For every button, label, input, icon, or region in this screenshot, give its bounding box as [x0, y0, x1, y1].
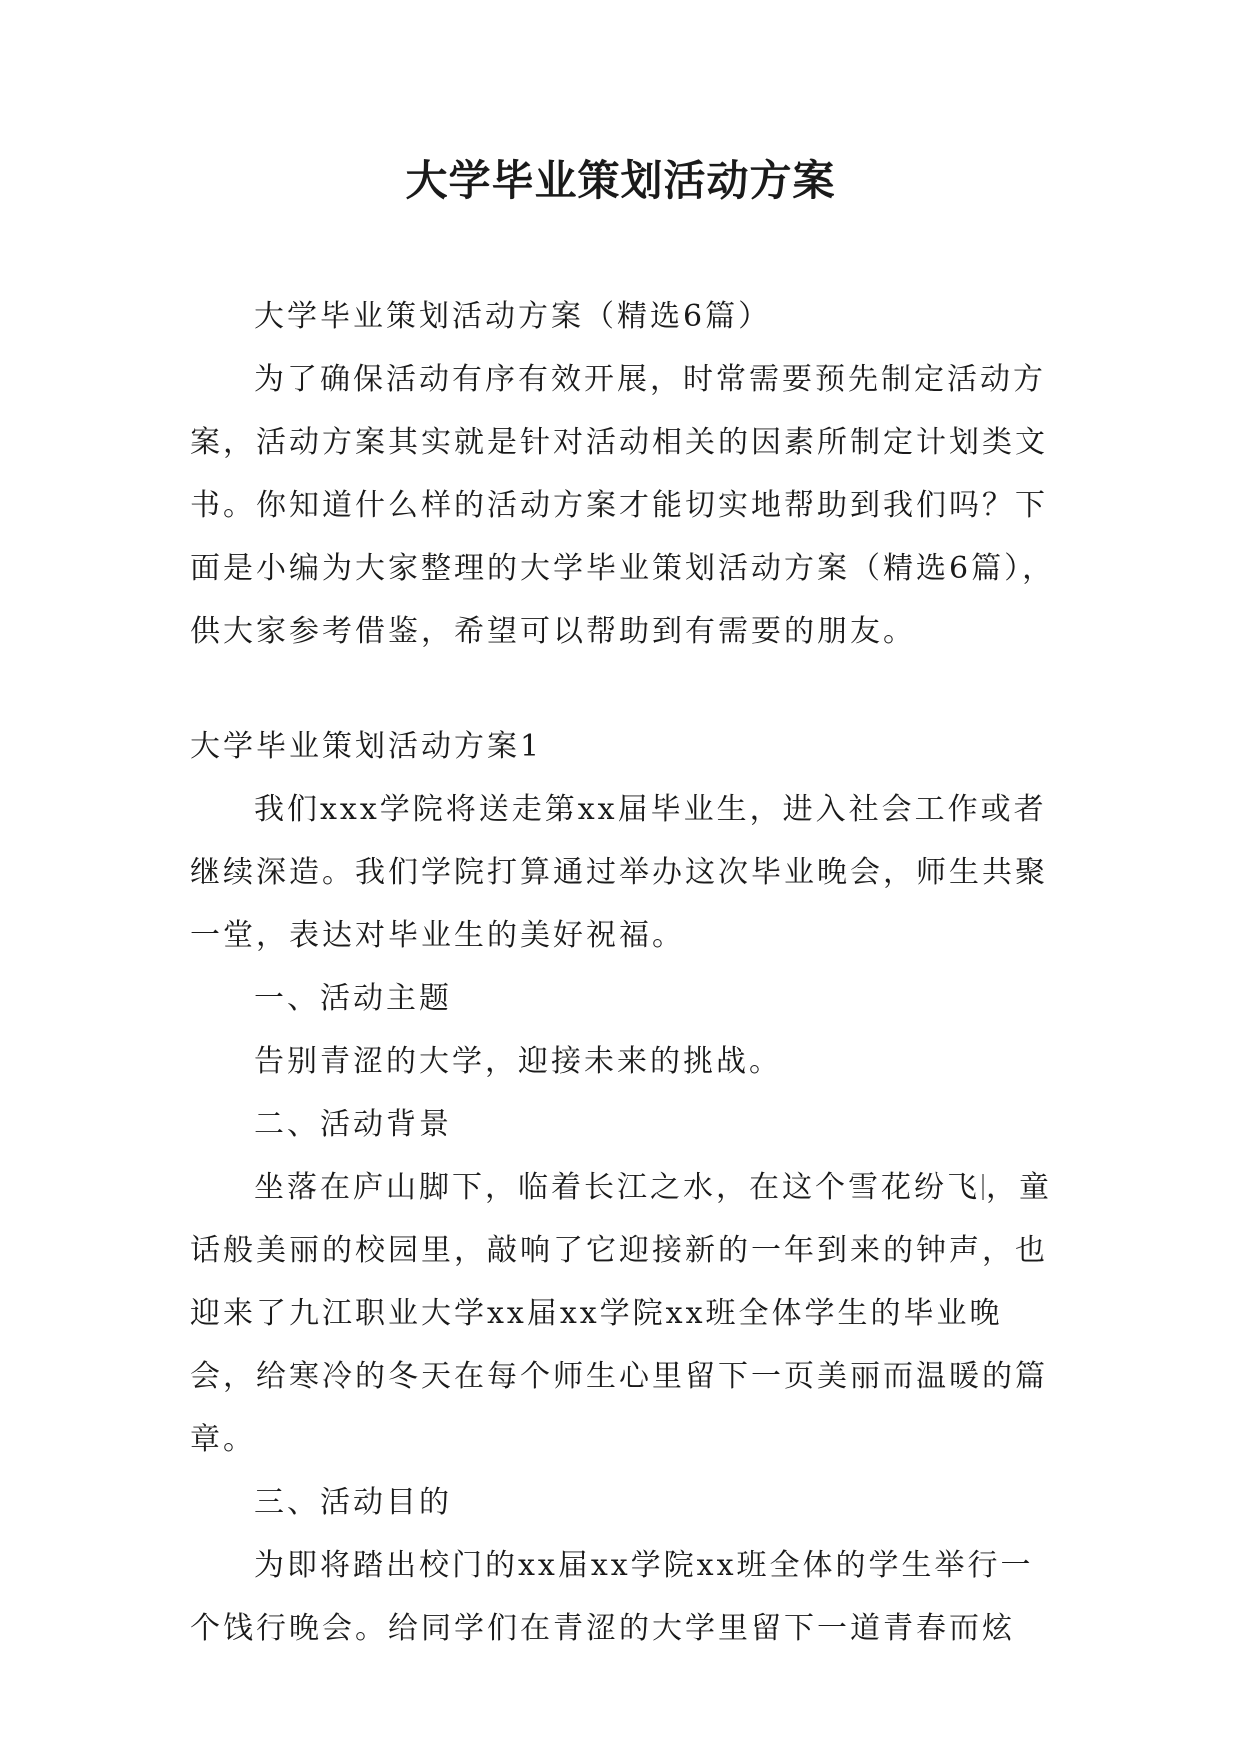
item-heading-purpose: 三、活动目的: [254, 1485, 452, 1520]
section-paragraph: 我们xxx学院将送走第xx届毕业生，进入社会工作或者继续深造。我们学院打算通过举办这次毕业晚会，师生共聚一堂，表达对毕业生的美好祝福。: [190, 792, 1048, 953]
document-subtitle: 大学毕业策划活动方案（精选6篇）: [254, 299, 772, 334]
document-body: [190, 285, 1060, 1660]
item-heading-theme: 一、活动主题: [254, 981, 452, 1016]
item-heading-background: 二、活动背景: [254, 1107, 452, 1142]
text-cursor: [982, 1174, 984, 1200]
item-text-background-b: ，童话般美丽的校园里，敲响了它迎接新的一年到来的钟声，也迎来了九江职业大学xx届xx学院xx班全体学生的毕业晚会，给寒冷的冬天在每个师生心里留下一页美丽而温暖的篇章。: [190, 1170, 1052, 1457]
item-text-background-a: 坐落在庐山脚下，临着长江之水，在这个雪花纷飞: [254, 1170, 980, 1205]
document-title: 大学毕业策划活动方案: [405, 156, 836, 205]
section-heading: 大学毕业策划活动方案1: [190, 729, 543, 764]
item-text-purpose: 为即将踏出校门的xx届xx学院xx班全体的学生举行一个饯行晚会。给同学们在青涩的大学里留下一道青春而炫: [190, 1548, 1034, 1646]
intro-paragraph: 为了确保活动有序有效开展，时常需要预先制定活动方案，活动方案其实就是针对活动相关的因素所制定计划类文书。你知道什么样的活动方案才能切实地帮助到我们吗？下面是小编为大家整理的大学毕业策划活动方案（精选6篇），供大家参考借鉴，希望可以帮助到有需要的朋友。: [190, 362, 1056, 649]
item-text-background: [190, 1156, 1060, 1471]
item-text-theme: 告别青涩的大学，迎接未来的挑战。: [254, 1044, 782, 1079]
